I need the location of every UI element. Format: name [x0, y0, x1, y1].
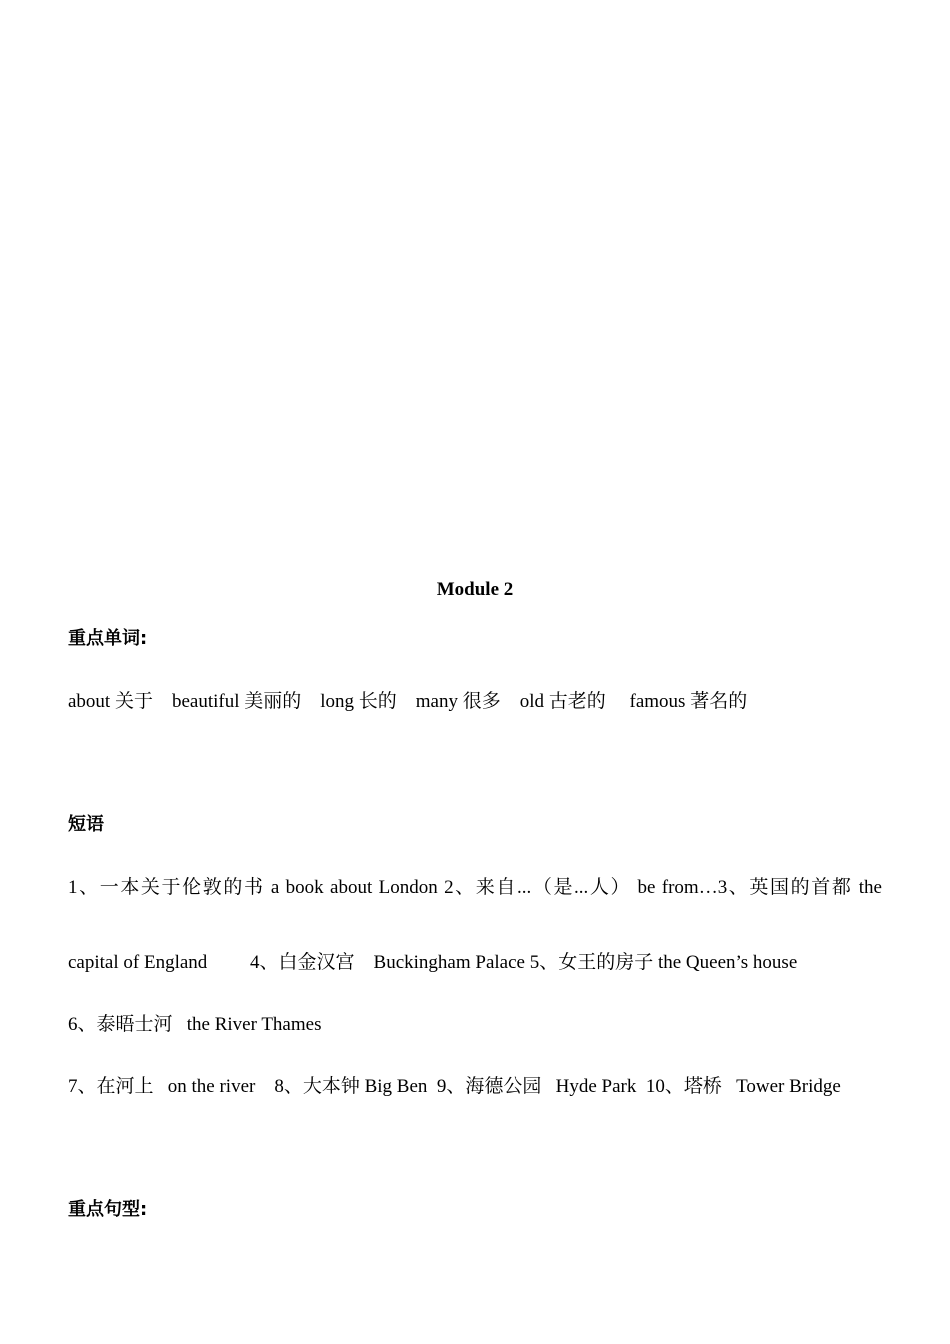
- phrase-line-3: 6、泰晤士河 the River Thames: [68, 1014, 322, 1035]
- key-words-heading: 重点单词:: [68, 628, 148, 649]
- key-sentences-heading: 重点句型:: [68, 1199, 148, 1220]
- phrases-heading: 短语: [68, 814, 104, 835]
- phrase-line-4: 7、在河上 on the river 8、大本钟 Big Ben 9、海德公园 Hyde Park 10、塔桥 Tower Bridge: [68, 1076, 841, 1097]
- vocabulary-line: about 关于 beautiful 美丽的 long 长的 many 很多 old 古老的 famous 著名的: [68, 691, 748, 712]
- module-title: Module 2: [436, 579, 514, 600]
- phrase-line-1: 1、一本关于伦敦的书 a book about London 2、来自...（是...人） be from…3、英国的首都 the: [68, 877, 882, 898]
- phrase-line-2: capital of England 4、白金汉宫 Buckingham Palace 5、女王的房子 the Queen’s house: [68, 952, 798, 973]
